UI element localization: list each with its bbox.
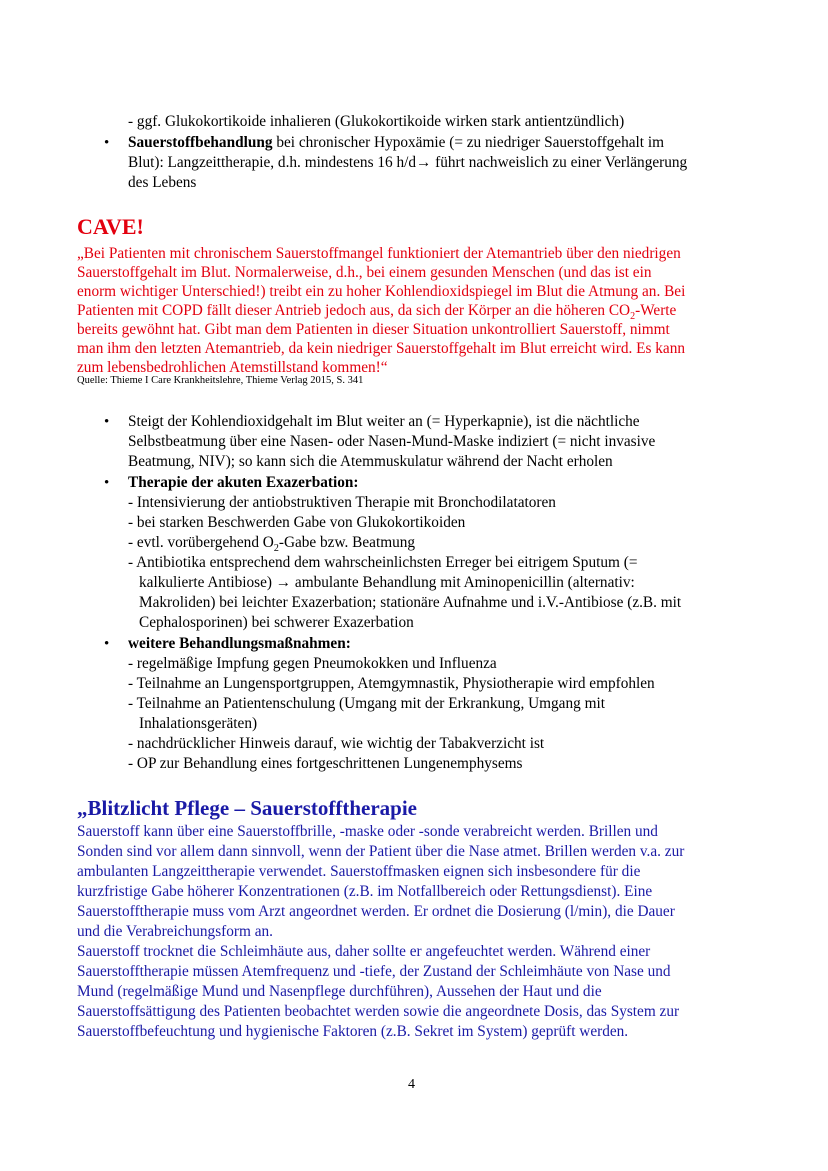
massnahme-item-1: - regelmäßige Impfung gegen Pneumokokken und Influenza xyxy=(128,655,497,672)
sauerstoffbehandlung-line-3: des Lebens xyxy=(128,174,197,191)
cave-quote-line-3: enorm wichtiger Unterschied!) treibt ein zu hoher Kohlendioxidspiegel im Blut die Atmung an. Bei xyxy=(77,283,686,300)
bullet-icon: • xyxy=(104,414,110,430)
massnahme-item-5: - OP zur Behandlung eines fortgeschrittenen Lungenemphysems xyxy=(128,755,523,772)
massnahme-item-2: - Teilnahme an Lungensportgruppen, Atemgymnastik, Physiotherapie wird empfohlen xyxy=(128,675,655,692)
antibiotika-line-4: Cephalosporinen) bei schwerer Exazerbation xyxy=(139,614,414,631)
blitzlicht-line-8: Sauerstofftherapie müssen Atemfrequenz und -tiefe, der Zustand der Schleimhäute von Nase und xyxy=(77,963,671,980)
source-citation: Quelle: Thieme I Care Krankheitslehre, Thieme Verlag 2015, S. 341 xyxy=(77,375,364,386)
massnahme-item-3: - Teilnahme an Patientenschulung (Umgang mit der Erkrankung, Umgang mit xyxy=(128,695,605,712)
behandlungsmassnahmen-heading: weitere Behandlungsmaßnahmen: xyxy=(128,635,351,652)
sauerstoffbehandlung-line-2: Blut): Langzeittherapie, d.h. mindestens 16 h/d→ führt nachweislich zu einer Verlängerung xyxy=(128,154,688,171)
antibiotika-line-3: Makroliden) bei leichter Exazerbation; stationäre Aufnahme und i.V.-Antibiose (z.B. mit xyxy=(139,594,682,611)
cave-quote-line-1: „Bei Patienten mit chronischem Sauerstoffmangel funktioniert der Atemantrieb über den niedrigen xyxy=(77,245,681,262)
blitzlicht-line-11: Sauerstoffbefeuchtung und hygienische Faktoren (z.B. Sekret im System) geprüft werden. xyxy=(77,1023,629,1040)
o2-line-b: -Gabe bzw. Beatmung xyxy=(278,534,416,551)
cave-heading: CAVE! xyxy=(77,214,144,239)
blitzlicht-line-7: Sauerstoff trocknet die Schleimhäute aus, daher sollte er angefeuchtet werden. Während einer xyxy=(77,943,651,960)
blitzlicht-line-5: Sauerstofftherapie muss vom Arzt angeordnet werden. Er ordnet die Dosierung (l/min), die Dauer xyxy=(77,903,675,920)
antibiotika-line-2: kalkulierte Antibiose) → ambulante Behandlung mit Aminopenicillin (alternativ: xyxy=(139,574,635,591)
cave-quote-line-2: Sauerstoffgehalt im Blut. Normalerweise, d.h., bei einem gesunden Menschen (und das ist ein xyxy=(77,264,652,281)
sauerstoffbehandlung-line xyxy=(128,133,664,153)
cave-quote-line-7: zum lebensbedrohlichen Atemstillstand kommen!“ xyxy=(77,359,388,376)
niv-line-1: Steigt der Kohlendioxidgehalt im Blut weiter an (= Hyperkapnie), ist die nächtliche xyxy=(128,413,640,430)
niv-line-2: Selbstbeatmung über eine Nasen- oder Nasen-Mund-Maske indiziert (= nicht invasive xyxy=(128,433,656,450)
blitzlicht-line-9: Mund (regelmäßige Mund und Nasenpflege durchführen), Aussehen der Haut und die xyxy=(77,983,602,1000)
page-number: 4 xyxy=(408,1077,415,1092)
cave-line-4-a: Patienten mit COPD fällt dieser Antrieb jedoch aus, da sich der Körper an die höheren CO xyxy=(77,302,631,319)
cave-quote-line-5: bereits gewöhnt hat. Gibt man dem Patienten in dieser Situation unkontrolliert Sauerstoff, nimmt xyxy=(77,321,670,338)
sauerstoffbehandlung-text: bei chronischer Hypoxämie (= zu niedriger Sauerstoffgehalt im xyxy=(272,134,665,151)
niv-line-3: Beatmung, NIV); so kann sich die Atemmuskulatur während der Nacht erholen xyxy=(128,453,613,470)
massnahme-item-3-cont: Inhalationsgeräten) xyxy=(139,715,258,732)
exazerbation-heading: Therapie der akuten Exazerbation: xyxy=(128,474,359,491)
bullet-icon: • xyxy=(104,135,110,151)
o2-subscript: 2 xyxy=(273,543,279,555)
blitzlicht-line-3: ambulanten Langzeittherapie verwendet. Sauerstoffmasken eignen sich insbesondere für die xyxy=(77,863,641,880)
sauerstoffbehandlung-heading: Sauerstoffbehandlung xyxy=(128,134,273,151)
massnahme-item-4: - nachdrücklicher Hinweis darauf, wie wichtig der Tabakverzicht ist xyxy=(128,735,545,752)
exazerbation-item-3 xyxy=(128,533,415,553)
blitzlicht-line-4: kurzfristige Gabe höherer Konzentrationen (z.B. im Notfallbereich oder Rettungsdienst). Eine xyxy=(77,883,653,900)
cave-quote-line-4 xyxy=(77,301,676,321)
co2-subscript: 2 xyxy=(630,311,636,323)
blitzlicht-line-1: Sauerstoff kann über eine Sauerstoffbrille, -maske oder -sonde verabreicht werden. Brillen und xyxy=(77,823,658,840)
o2-line-a: - evtl. vorübergehend O xyxy=(128,534,274,551)
blitzlicht-heading: „Blitzlicht Pflege – Sauerstofftherapie xyxy=(77,796,417,820)
blitzlicht-line-2: Sonden sind vor allem dann sinnvoll, wenn der Patient über die Nase atmet. Brillen werden v.a. zur xyxy=(77,843,685,860)
exazerbation-item-1: - Intensivierung der antiobstruktiven Therapie mit Bronchodilatatoren xyxy=(128,494,556,511)
exazerbation-item-2: - bei starken Beschwerden Gabe von Glukokortikoiden xyxy=(128,514,466,531)
bullet-icon: • xyxy=(104,636,110,652)
blitzlicht-line-6: und die Verabreichungsform an. xyxy=(77,923,273,940)
glukokortikoide-line: - ggf. Glukokortikoide inhalieren (Glukokortikoide wirken stark antientzündlich) xyxy=(128,113,625,130)
cave-quote-line-6: man ihm den letzten Atemantrieb, da kein niedriger Sauerstoffgehalt im Blut erreicht wird. Es kann xyxy=(77,340,686,357)
antibiotika-line-1: - Antibiotika entsprechend dem wahrscheinlichsten Erreger bei eitrigem Sputum (= xyxy=(128,554,638,571)
blitzlicht-line-10: Sauerstoffsättigung des Patienten beobachtet werden sowie die angeordnete Dosis, das System zur xyxy=(77,1003,680,1020)
cave-line-4-b: -Werte xyxy=(635,302,677,319)
bullet-icon: • xyxy=(104,475,110,491)
